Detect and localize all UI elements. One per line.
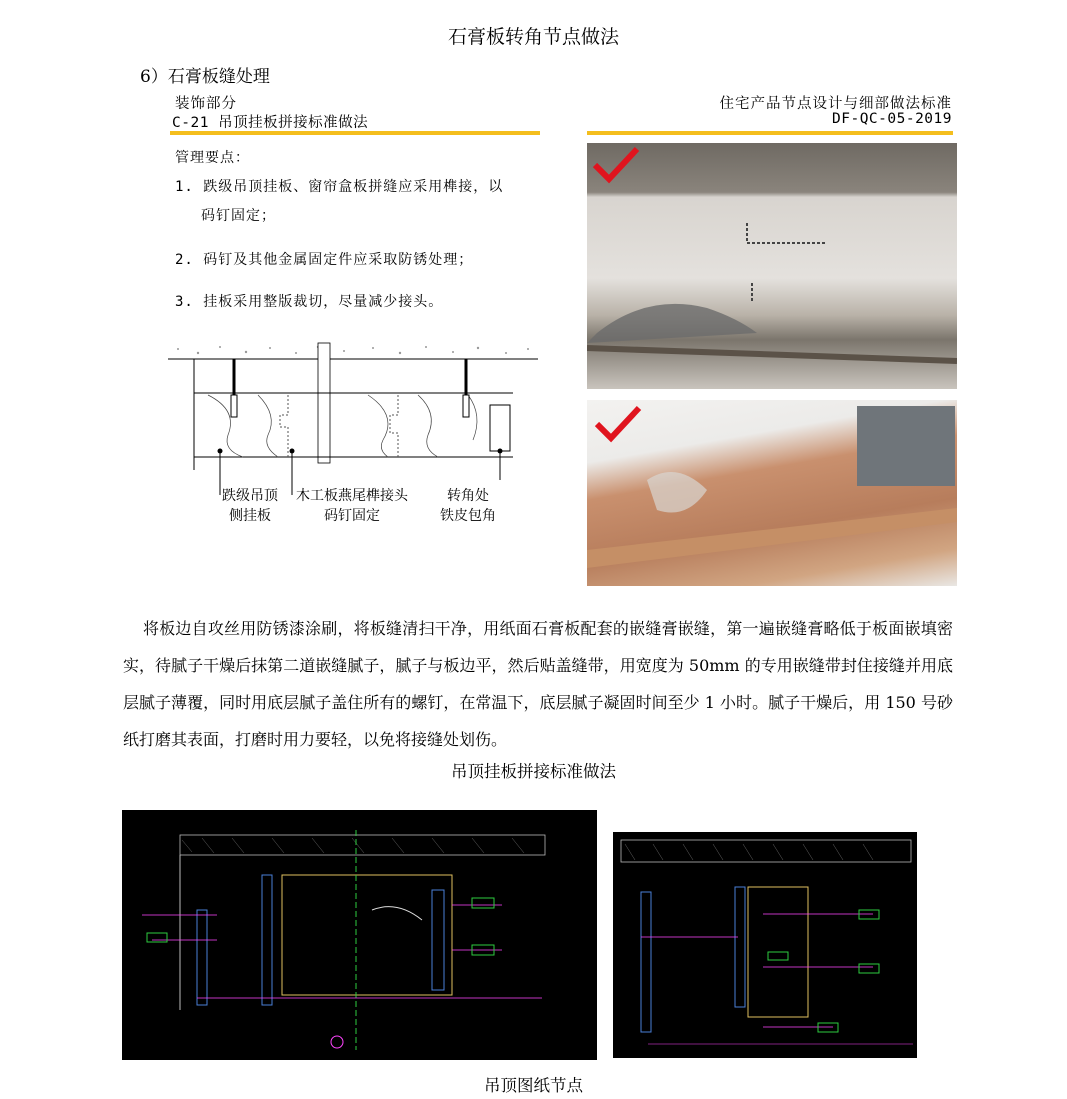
header-bar-left — [170, 131, 540, 135]
cad-drawing-1 — [122, 810, 597, 1060]
caption-ceiling-drawing: 吊顶图纸节点 — [484, 1076, 583, 1095]
management-item — [175, 249, 473, 269]
item-number: 2. — [175, 252, 194, 268]
item-number: 1. — [175, 179, 194, 195]
checkmark-icon — [591, 145, 641, 185]
label-corner-guard: 转角处 铁皮包角 — [440, 488, 496, 524]
checkmark-icon — [593, 404, 643, 444]
header-doc-number: DF-QC-05-2019 — [832, 111, 952, 127]
management-item — [175, 291, 443, 311]
management-heading: 管理要点： — [175, 150, 250, 166]
item-text: 跌级吊顶挂板、窗帘盒板拼缝应采用榫接，以 — [203, 179, 504, 195]
header-code-title: C-21 吊顶挂板拼接标准做法 — [172, 115, 369, 131]
header-bar-right — [587, 131, 953, 135]
body-paragraph: 将板边自攻丝用防锈漆涂刷，将板缝清扫干净，用纸面石膏板配套的嵌缝膏嵌缝，第一遍嵌缝膏略低于板面嵌填密实，待腻子干燥后抹第二道嵌缝腻子，腻子与板边平，然后贴盖缝带，用宽度为 50mm 的专用嵌缝带封住接缝并用底层腻子薄覆，同时用底层腻子盖住所有的螺钉，在常温下，底层腻子凝固时间至少 1 小时。腻子干燥后，用 150 号砂纸打磨其表面，打磨时用力要轻，以免将接缝处划伤。 — [123, 619, 953, 749]
page-title: 石膏板转角节点做法 — [447, 26, 619, 48]
label-dovetail-joint: 木工板燕尾榫接头 码钉固定 — [296, 488, 408, 524]
section-heading: 6）石膏板缝处理 — [140, 67, 270, 87]
item-number: 3. — [175, 294, 194, 310]
item-text-continued: 码钉固定； — [201, 208, 276, 224]
site-photo-2 — [587, 400, 957, 586]
item-text: 挂板采用整版裁切，尽量减少接头。 — [203, 294, 444, 310]
header-category: 装饰部分 — [175, 96, 237, 112]
label-dropped-ceiling: 跌级吊顶 侧挂板 — [222, 488, 278, 524]
cad-drawing-2 — [613, 832, 917, 1058]
site-photo-1 — [587, 143, 957, 389]
item-text: 码钉及其他金属固定件应采取防锈处理； — [203, 252, 474, 268]
management-item — [175, 176, 503, 196]
header-standard-name: 住宅产品节点设计与细部做法标准 — [719, 96, 952, 112]
caption-ceiling-panel: 吊顶挂板拼接标准做法 — [451, 762, 616, 781]
